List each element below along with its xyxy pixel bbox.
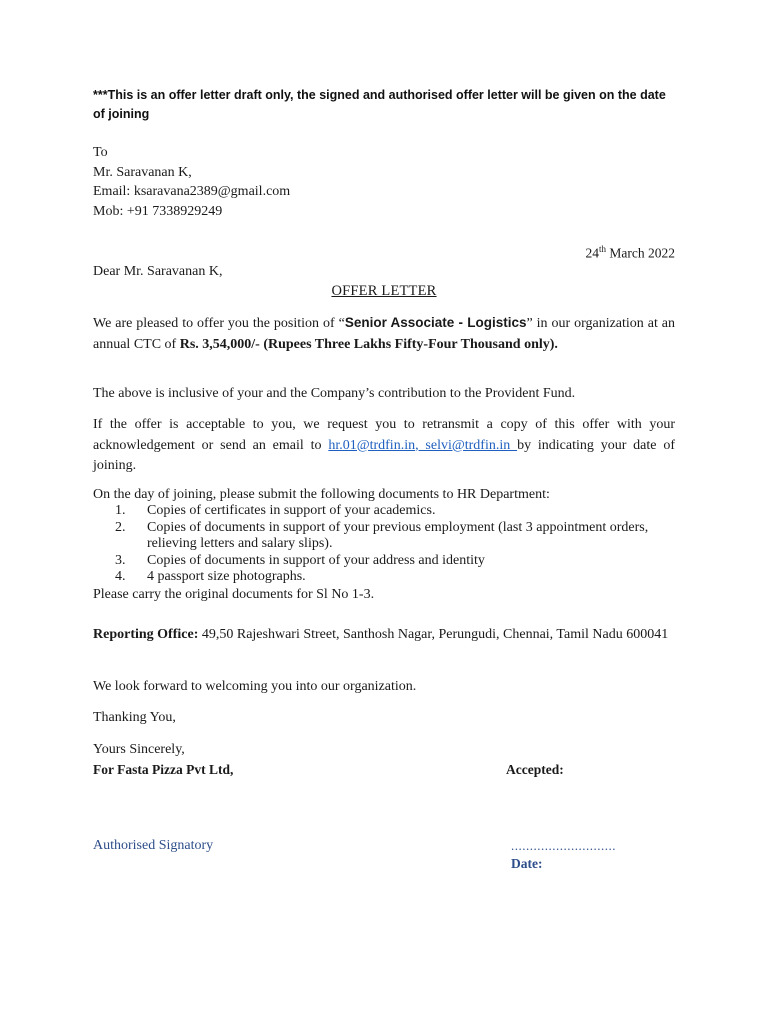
salutation: Dear Mr. Saravanan K, [93, 264, 223, 279]
recipient-mobile: Mob: +91 7338929249 [93, 203, 223, 219]
ctc-amount: Rs. 3,54,000/- (Rupees Three Lakhs Fifty-Four Thousand only). [179, 336, 558, 352]
recipient-email: Email: ksaravana2389@gmail.com [93, 184, 291, 199]
date-suffix: th [599, 244, 607, 254]
date-label: Date: [511, 856, 543, 871]
list-item: 2. Copies of documents in support of your previous employment (last 3 appointment orders, relieving letters and salary slips). [115, 519, 649, 551]
documents-note: Please carry the original documents for Sl No 1-3. [93, 586, 375, 602]
draft-disclaimer: ***This is an offer letter draft only, the signed and authorised offer letter will be given on the date of joining [93, 88, 666, 121]
to-label: To [93, 145, 108, 160]
accepted-label: Accepted: [506, 762, 564, 777]
date-month-year: March 2022 [606, 245, 675, 261]
acceptance-text-end: by indicating your date of joining. [93, 437, 675, 473]
letter-date [93, 240, 675, 263]
recipient-address [93, 143, 675, 221]
reporting-office [93, 625, 675, 646]
reporting-office-label: Reporting Office: [93, 627, 199, 642]
offer-text: We are pleased to offer you the position of “ [93, 316, 345, 331]
offer-text-mid: ” in our organization at an annual CTC of [93, 316, 675, 352]
list-item: 4. 4 passport size photographs. [115, 569, 306, 584]
documents-intro: On the day of joining, please submit the following documents to HR Department: [93, 487, 550, 502]
reporting-office-address: 49,50 Rajeshwari Street, Santhosh Nagar, Perungudi, Chennai, Tamil Nadu 600041 [198, 627, 669, 642]
position-name: Senior Associate - Logistics [344, 315, 527, 330]
documents-list [93, 503, 675, 586]
company-name: For Fasta Pizza Pvt Ltd, [93, 762, 234, 777]
acceptance-text: If the offer is acceptable to you, we request you to retransmit a copy of this offer with your acknowledgement or send an email to [93, 417, 675, 453]
closing-line: We look forward to welcoming you into our organization. [93, 679, 417, 694]
acceptance-paragraph [93, 415, 675, 477]
list-item: 1. Copies of certificates in support of your academics. [115, 503, 436, 518]
date-day: 24 [585, 245, 599, 261]
authorised-signatory: Authorised Signatory [93, 838, 214, 853]
offer-paragraph [93, 313, 675, 355]
thanking-line: Thanking You, [93, 710, 176, 725]
list-item: 3. Copies of documents in support of your address and identity [115, 552, 485, 568]
signature-line: ............................ [511, 838, 616, 853]
recipient-name: Mr. Saravanan K, [93, 164, 192, 180]
documents-section [93, 486, 675, 603]
provident-fund-paragraph: The above is inclusive of your and the Company’s contribution to the Provident Fund. [93, 386, 576, 401]
hr-email-link[interactable]: hr.01@trdfin.in, selvi@trdfin.in [328, 437, 518, 453]
letter-title: OFFER LETTER [331, 283, 437, 299]
yours-sincerely: Yours Sincerely, [93, 742, 185, 757]
